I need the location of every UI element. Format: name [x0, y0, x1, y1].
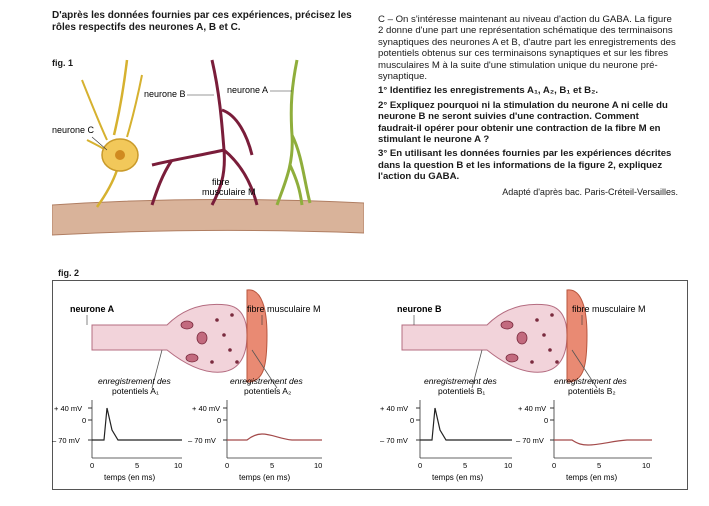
svg-text:0: 0	[82, 416, 87, 425]
section-c-paragraph: C – On s'intéresse maintenant au niveau d'action du GABA. La figure 2 donne d'une part une représentation schématique des terminaisons synaptiques des neurones A et B, d'autre part les enregistrements des potentiels obtenus sur ces terminaisons synaptiques et sur les fibres musculaires M à la suite d'une stimulation unique du neurone pré-synaptique.	[378, 14, 676, 83]
left-rec2-line1: enregistrement des	[230, 376, 303, 386]
question-2: 2° Expliquez pourquoi ni la stimulation du neurone A ni celle du neurone B ne seront suivies d'une contraction. Comment faudrait-il opérer pour obtenir une contraction de la fibre M en stimulant le neurone A ?	[378, 99, 668, 146]
left-rec1-line1: enregistrement des	[98, 376, 171, 386]
svg-text:+ 40 mV: + 40 mV	[380, 404, 409, 413]
graph-a1	[52, 400, 182, 482]
trace-b2	[554, 440, 652, 445]
right-rec2-line2: potentiels B₂	[568, 386, 616, 396]
svg-text:0: 0	[544, 416, 549, 425]
svg-text:0: 0	[225, 461, 230, 470]
svg-text:0: 0	[90, 461, 95, 470]
svg-text:0: 0	[552, 461, 557, 470]
trace-b1	[420, 408, 512, 440]
fig1-label-fibre-1: fibre	[212, 177, 230, 187]
svg-text:0: 0	[217, 416, 222, 425]
left-rec1-line2: potentiels A₁	[112, 386, 159, 396]
svg-text:temps (en ms): temps (en ms)	[104, 473, 156, 482]
svg-text:temps (en ms): temps (en ms)	[239, 473, 291, 482]
svg-text:temps (en ms): temps (en ms)	[432, 473, 484, 482]
graph-a2	[188, 400, 322, 482]
fig2-left-panel	[52, 290, 322, 482]
left-rec2-line2: potentiels A₂	[244, 386, 292, 396]
terminal-b	[402, 304, 567, 372]
svg-text:– 70 mV: – 70 mV	[516, 436, 544, 445]
svg-text:+ 40 mV: + 40 mV	[192, 404, 221, 413]
fig1-label-neurone-c: neurone C	[52, 125, 95, 135]
svg-text:10: 10	[174, 461, 183, 470]
svg-text:5: 5	[135, 461, 140, 470]
question-1: 1° Identifiez les enregistrements A₁, A₂, B₁ et B₂.	[378, 85, 599, 97]
fig2-diagram	[52, 280, 688, 490]
svg-text:– 70 mV: – 70 mV	[188, 436, 216, 445]
trace-a1	[92, 408, 182, 440]
right-rec1-line2: potentiels B₁	[438, 386, 486, 396]
svg-text:– 70 mV: – 70 mV	[52, 436, 80, 445]
fig2-right-fibre-label: fibre musculaire M	[572, 304, 646, 314]
fig2-right-panel	[380, 290, 652, 482]
svg-text:0: 0	[418, 461, 423, 470]
fig2-label: fig. 2	[58, 268, 80, 278]
svg-text:– 70 mV: – 70 mV	[380, 436, 408, 445]
question-intro: D'après les données fournies par ces expériences, précisez les rôles respectifs des neurones A, B et C.	[52, 10, 352, 33]
svg-text:5: 5	[597, 461, 602, 470]
source-credit: Adapté d'après bac. Paris-Créteil-Versailles.	[502, 186, 678, 197]
section-c-text	[378, 14, 678, 198]
trace-a2	[227, 434, 322, 440]
graph-b2	[516, 400, 652, 482]
svg-text:10: 10	[642, 461, 651, 470]
graph-b1	[380, 400, 512, 482]
fig1-label-neurone-a: neurone A	[227, 85, 269, 95]
svg-text:0: 0	[410, 416, 415, 425]
svg-text:+ 40 mV: + 40 mV	[518, 404, 547, 413]
fig1-label-fibre-2: musculaire M	[202, 187, 256, 197]
fig2-right-neuron-label: neurone B	[397, 304, 442, 314]
fig1-label-neurone-b: neurone B	[144, 89, 186, 99]
terminal-a	[92, 304, 247, 372]
svg-text:10: 10	[504, 461, 513, 470]
svg-text:5: 5	[463, 461, 468, 470]
svg-text:5: 5	[270, 461, 275, 470]
fig2-left-neuron-label: neurone A	[70, 304, 115, 314]
neurone-b-shape	[152, 60, 257, 205]
question-3: 3° En utilisant les données fournies par les expériences décrites dans la question B et les informations de la figure 2, expliquez l'action du GABA.	[378, 148, 672, 183]
right-rec2-line1: enregistrement des	[554, 376, 627, 386]
svg-text:10: 10	[314, 461, 323, 470]
neurone-a-shape	[277, 60, 310, 205]
svg-text:temps (en ms): temps (en ms)	[566, 473, 618, 482]
svg-text:+ 40 mV: + 40 mV	[54, 404, 83, 413]
fig1-label: fig. 1	[52, 58, 74, 68]
right-rec1-line1: enregistrement des	[424, 376, 497, 386]
fig2-left-fibre-label: fibre musculaire M	[247, 304, 321, 314]
fig1-diagram	[52, 55, 364, 245]
